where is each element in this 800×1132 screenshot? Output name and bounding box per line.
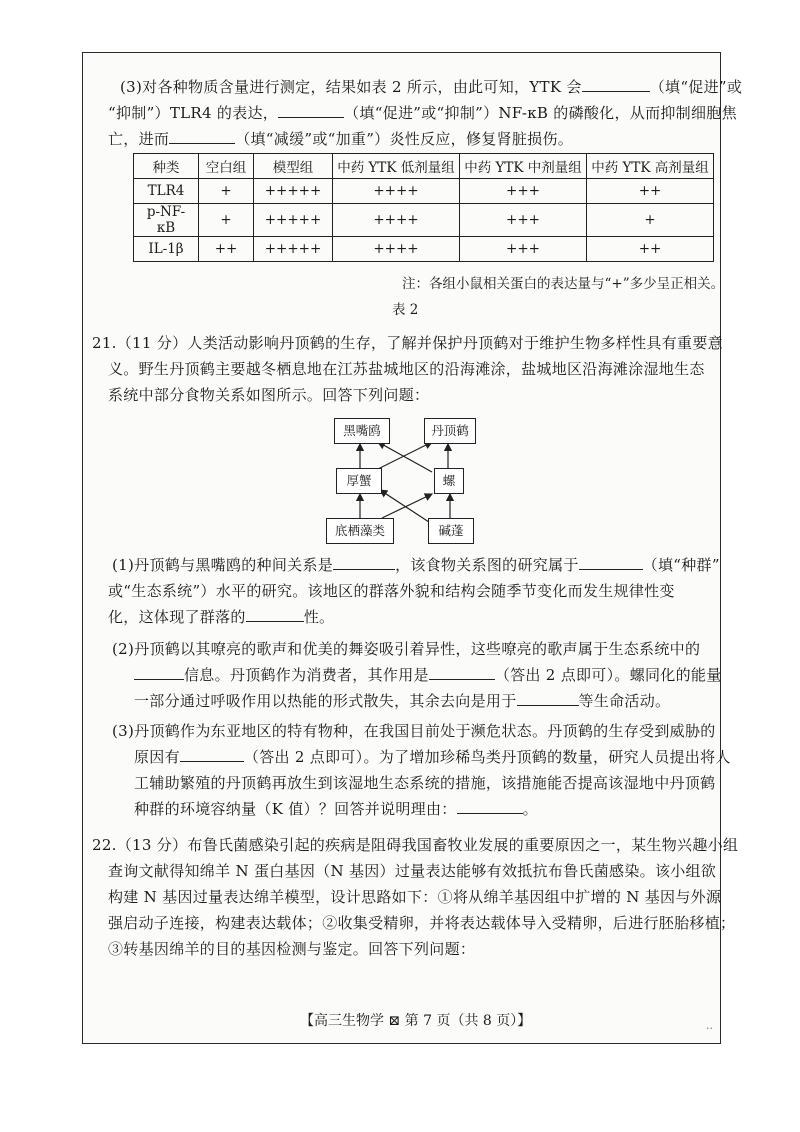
arrow-algae-to-snail [382, 494, 432, 518]
table-cell: + [199, 179, 254, 204]
table-cell: ++ [199, 237, 254, 262]
corner-mark: ·· [706, 1022, 713, 1035]
q20-3-line2: “抑制”）TLR4 的表达， （填“促进”或“抑制”）NF-κB 的磷酸化，从而抑制细胞焦 [108, 104, 737, 122]
table-note: 注：各组小鼠相关蛋白的表达量与“+”多少呈正相关。 [402, 276, 725, 292]
table-cell: p-NF-κB [134, 204, 199, 237]
food-web-node-crane: 丹顶鹤 [424, 418, 476, 444]
table-cell: ++ [587, 179, 714, 204]
answer-blank[interactable] [333, 554, 395, 570]
table-row [134, 204, 714, 237]
q21-2-line1: (2)丹顶鹤以其嘹亮的歌声和优美的舞姿吸引着异性，这些嘹亮的歌声属于生态系统中的 [112, 640, 701, 658]
table-cell: +++ [460, 204, 587, 237]
q21-3-line2: 原因有 （答出 2 点即可）。为了增加珍稀鸟类丹顶鹤的数量，研究人员提出将人 [134, 748, 731, 766]
answer-blank[interactable] [429, 664, 495, 680]
table-header: 中药 YTK 高剂量组 [587, 154, 714, 179]
food-web-node-crab: 厚蟹 [336, 468, 382, 494]
answer-blank[interactable] [180, 746, 244, 762]
table-cell: ++++ [333, 179, 460, 204]
q22-line5: ③转基因绵羊的目的基因检测与鉴定。回答下列问题： [108, 940, 476, 958]
table-cell: + [199, 204, 254, 237]
answer-blank[interactable] [169, 128, 235, 144]
table-cell: +++++ [254, 237, 333, 262]
q22-line3: 构建 N 基因过量表达绵羊模型，设计思路如下：①将从绵羊基因组中扩增的 N 基因与外源 [108, 888, 722, 906]
table-header: 中药 YTK 低剂量组 [333, 154, 460, 179]
table-row [134, 237, 714, 262]
table-header-row [134, 154, 714, 179]
q21-1-line3: 化，这体现了群落的 性。 [108, 608, 335, 626]
table-cell: +++ [460, 179, 587, 204]
food-web-diagram [320, 410, 500, 550]
q21-1-line1: (1)丹顶鹤与黑嘴鸥的种间关系是 ，该食物关系图的研究属于 （填“种群” [112, 556, 720, 574]
food-web-node-snail: 螺 [434, 468, 464, 494]
table-cell: +++++ [254, 204, 333, 237]
table-cell: + [587, 204, 714, 237]
q21-2-line2: 信息。丹顶鹤作为消费者，其作用是 （答出 2 点即可）。螺同化的能量 [134, 664, 722, 686]
table-cell: TLR4 [134, 179, 199, 204]
q22-line4: 强启动子连接，构建表达载体；②收集受精卵，并将表达载体导入受精卵，后进行胚胎移植； [108, 914, 736, 932]
q21-3-line3: 工辅助繁殖的丹顶鹤再放生到该湿地生态系统的措施，该措施能否提高该湿地中丹顶鹤 [134, 774, 716, 792]
q20-3-line1: (3)对各种物质含量进行测定，结果如表 2 所示，由此可知，YTK 会 （填“促进”或 [120, 78, 743, 96]
table-header: 中药 YTK 中剂量组 [460, 154, 587, 179]
q21-3-line4: 种群的环境容纳量（K 值）？回答并说明理由： 。 [134, 800, 538, 818]
q22-line1: 22.（13 分）布鲁氏菌感染引起的疾病是阻碍我国畜牧业发展的重要原因之一，某生物兴趣小组 [92, 836, 739, 854]
table-cell: IL-1β [134, 237, 199, 262]
answer-blank[interactable] [579, 554, 643, 570]
answer-blank[interactable] [278, 102, 344, 118]
q22-line2: 查询文献得知绵羊 N 蛋白基因（N 基因）过量表达能够有效抵抗布鲁氏菌感染。该小组欲 [108, 862, 717, 880]
answer-blank[interactable] [134, 664, 184, 680]
table-row [134, 179, 714, 204]
q21-intro-line1: 21.（11 分）人类活动影响丹顶鹤的生存，了解并保护丹顶鹤对于维护生物多样性具有重要意 [92, 334, 723, 352]
q21-1-line2: 或“生态系统”）水平的研究。该地区的群落外貌和结构会随季节变化而发生规律性变 [108, 582, 675, 600]
q21-intro-line3: 系统中部分食物关系如图所示。回答下列问题： [108, 386, 430, 404]
table-cell: +++ [460, 237, 587, 262]
table-2 [133, 153, 714, 262]
answer-blank[interactable] [517, 690, 579, 706]
page-footer: 【高三生物学 ⊠ 第 7 页（共 8 页）】 [300, 1013, 532, 1029]
table-header: 种类 [134, 154, 199, 179]
food-web-node-benthic-algae: 底栖藻类 [326, 518, 394, 544]
answer-blank[interactable] [457, 798, 523, 814]
answer-blank[interactable] [246, 606, 304, 622]
table-cell: ++++ [333, 237, 460, 262]
table-caption: 表 2 [392, 302, 419, 318]
table-cell: +++++ [254, 179, 333, 204]
table-header: 模型组 [254, 154, 333, 179]
table-cell: ++++ [333, 204, 460, 237]
q21-3-line1: (3)丹顶鹤作为东亚地区的特有物种，在我国目前处于濒危状态。丹顶鹤的生存受到威胁的 [112, 722, 716, 740]
table-header: 空白组 [199, 154, 254, 179]
table-cell: ++ [587, 237, 714, 262]
q20-3-line3: 亡，进而 （填“减缓”或“加重”）炎性反应，修复肾脏损伤。 [108, 130, 574, 148]
answer-blank[interactable] [582, 76, 650, 92]
food-web-node-black-billed-gull: 黑嘴鸥 [334, 418, 390, 444]
food-web-node-seepweed: 碱蓬 [428, 518, 474, 544]
q21-2-line3: 一部分通过呼吸作用以热能的形式散失，其余去向是用于 等生命活动。 [134, 692, 671, 710]
q21-intro-line2: 义。野生丹顶鹤主要越冬栖息地在江苏盐城地区的沿海滩涂，盐城地区沿海滩涂湿地生态 [108, 360, 705, 378]
